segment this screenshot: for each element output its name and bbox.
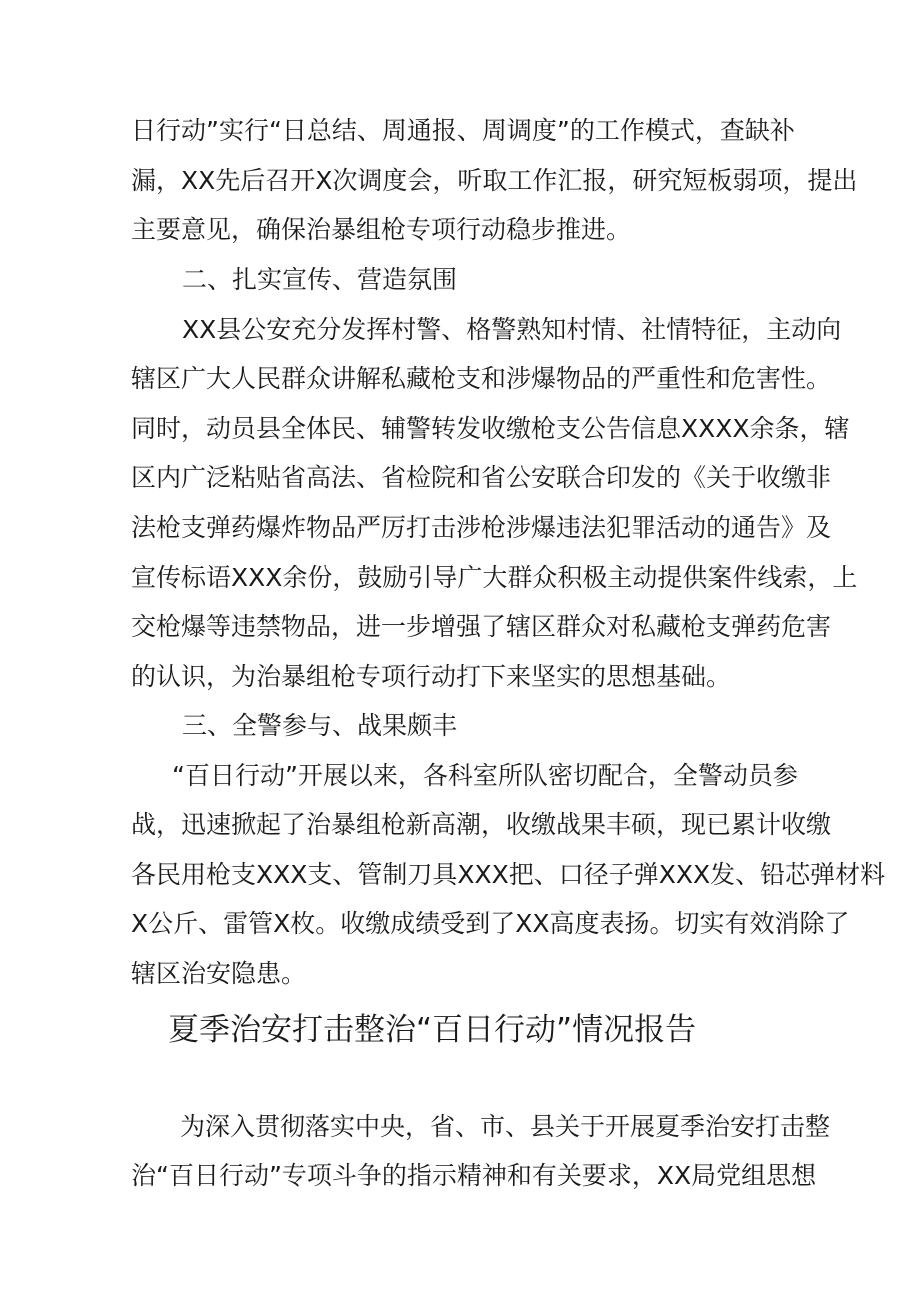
- paragraph-line: X公斤、雷管X枚。收缴成绩受到了XX高度表扬。切实有效消除了: [131, 909, 850, 938]
- paragraph-line: XX县公安充分发挥村警、格警熟知村情、社情特征，主动向: [182, 315, 842, 344]
- paragraph-line: 宣传标语XXX余份，鼓励引导广大群众积极主动提供案件线索，上: [131, 563, 858, 592]
- paragraph-line: 区内广泛粘贴省高法、省检院和省公安联合印发的《关于收缴非: [131, 463, 832, 492]
- paragraph-line: 各民用枪支XXX支、管制刀具XXX把、口径子弹XXX发、铅芯弹材料: [131, 860, 886, 889]
- paragraph-line: 同时，动员县全体民、辅警转发收缴枪支公告信息XXXX余条，辖: [131, 414, 850, 443]
- section-heading: 二、扎实宣传、营造氛围: [182, 265, 458, 294]
- paragraph-line: 辖区治安隐患。: [131, 959, 307, 988]
- paragraph-line: 战，迅速掀起了治暴组枪新高潮，收缴战果丰硕，现已累计收缴: [131, 810, 832, 839]
- paragraph-line: 为深入贯彻落实中央，省、市、县关于开展夏季治安打击整: [180, 1112, 831, 1141]
- section-heading: 三、全警参与、战果颇丰: [182, 711, 458, 740]
- paragraph-line: 日行动”实行“日总结、周通报、周调度”的工作模式，查缺补: [131, 116, 795, 145]
- paragraph-line: 法枪支弹药爆炸物品严厉打击涉枪涉爆违法犯罪活动的通告》及: [131, 513, 832, 542]
- document-title: 夏季治安打击整治“百日行动”情况报告: [168, 1012, 697, 1048]
- paragraph-line: “百日行动”开展以来，各科室所队密切配合，全警动员参: [172, 761, 798, 790]
- paragraph-line: 辖区广大人民群众讲解私藏枪支和涉爆物品的严重性和危害性。: [131, 364, 832, 393]
- paragraph-line: 主要意见，确保治暴组枪专项行动稳步推进。: [131, 215, 632, 244]
- paragraph-line: 治“百日行动”专项斗争的指示精神和有关要求，XX局党组思想: [131, 1161, 817, 1190]
- paragraph-line: 交枪爆等违禁物品，进一步增强了辖区群众对私藏枪支弹药危害: [131, 612, 832, 641]
- paragraph-line: 的认识，为治暴组枪专项行动打下来坚实的思想基础。: [131, 662, 732, 691]
- paragraph-line: 漏，XX先后召开X次调度会，听取工作汇报，研究短板弱项，提出: [131, 166, 858, 195]
